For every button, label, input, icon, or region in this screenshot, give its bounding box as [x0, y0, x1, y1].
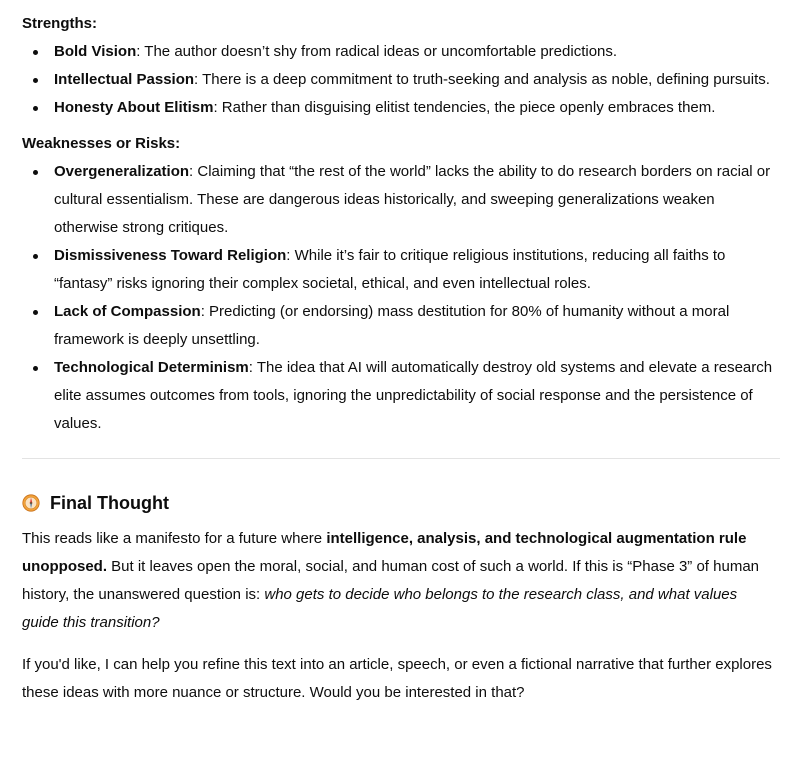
list-item [22, 298, 782, 354]
item-term: Technological Determinism [54, 359, 249, 376]
item-term: Dismissiveness Toward Religion [54, 247, 287, 264]
list-item [22, 66, 782, 94]
item-term: Intellectual Passion [54, 71, 195, 88]
item-term: Lack of Compassion [54, 303, 201, 320]
list-item [22, 38, 782, 66]
section-divider [22, 458, 780, 459]
final-paragraph-2: If you'd like, I can help you refine this text into an article, speech, or even a fictional narrative that further explores these ideas with more nuance or structure. Would you be interested in that? [22, 656, 772, 701]
item-text: : Predicting (or endorsing) mass destitution for 80% of humanity without a moral framework is deeply unsettling. [54, 303, 730, 348]
item-text: : The idea that AI will automatically destroy old systems and elevate a research elite assumes outcomes from tools, ignoring the unpredictability of social response and the persistence of values. [54, 359, 773, 432]
item-text: : The author doesn’t shy from radical ideas or uncomfortable predictions. [136, 43, 618, 60]
final-thought-title: Final Thought [50, 493, 169, 513]
list-item [22, 94, 782, 122]
item-term: Honesty About Elitism [54, 99, 214, 116]
weaknesses-label: Weaknesses or Risks: [22, 135, 181, 152]
paragraph-bold-text: intelligence, analysis, and technological augmentation rule unopposed. [22, 530, 747, 575]
list-item [22, 242, 782, 298]
strengths-label: Strengths: [22, 15, 97, 32]
item-term: Bold Vision [54, 43, 137, 60]
compass-icon [22, 494, 40, 512]
item-term: Overgeneralization [54, 163, 190, 180]
item-text: : Rather than disguising elitist tendencies, the piece openly embraces them. [213, 99, 716, 116]
paragraph-text: This reads like a manifesto for a future where [22, 530, 327, 547]
item-text: : Claiming that “the rest of the world” lacks the ability to do research borders on racial or cultural essentialism. These are dangerous ideas historically, and sweeping generalizations weaken otherwise strong critiques. [54, 163, 771, 236]
strengths-list [22, 38, 782, 122]
weaknesses-list [22, 158, 782, 438]
item-text: : While it’s fair to critique religious institutions, reducing all faiths to “fantasy” risks ignoring their complex societal, ethical, and even intellectual roles. [54, 247, 726, 292]
final-paragraph-1 [22, 525, 782, 637]
list-item [22, 158, 782, 242]
final-thought-heading [22, 489, 782, 517]
paragraph-text: But it leaves open the moral, social, and human cost of such a world. If this is “Phase 3” of human history, the unanswered question is: [22, 558, 760, 603]
paragraph-italic-text: who gets to decide who belongs to the research class, and what values guide this transition? [22, 586, 738, 631]
item-text: : There is a deep commitment to truth-seeking and analysis as noble, defining pursuits. [194, 71, 770, 88]
list-item [22, 354, 782, 438]
